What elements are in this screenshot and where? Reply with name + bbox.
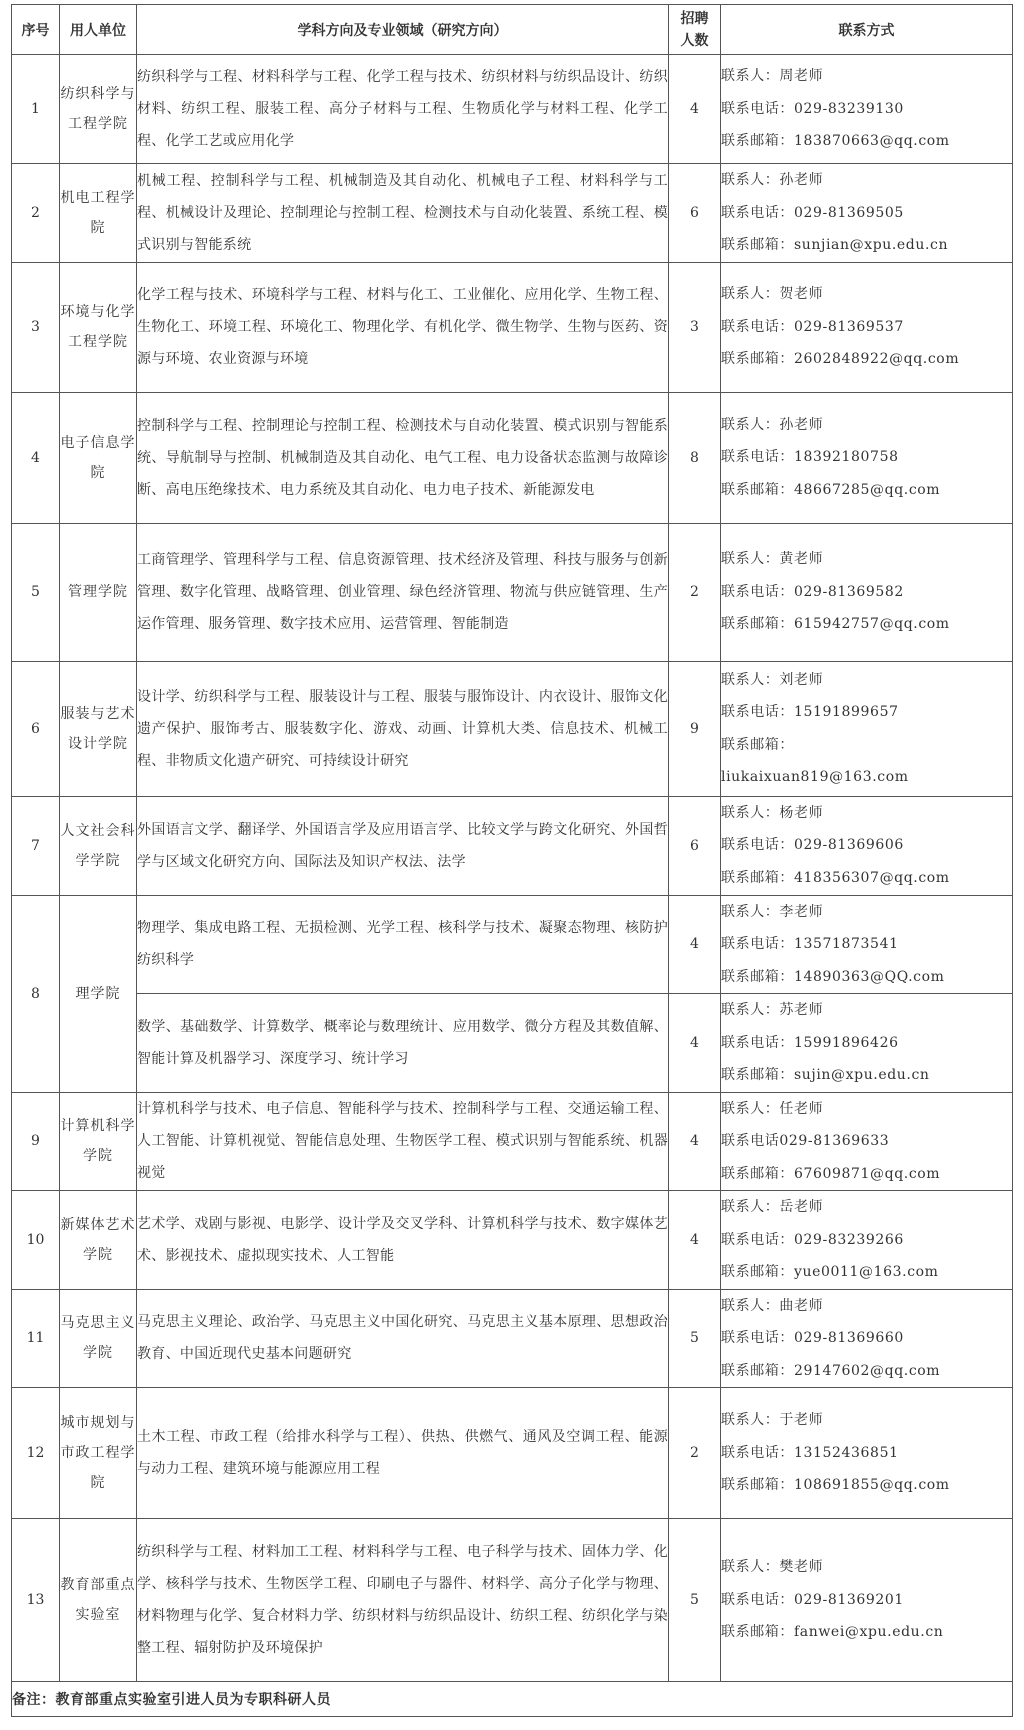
contact-phone: 联系电话：029-81369505 [721, 204, 904, 221]
seq-cell: 6 [12, 661, 60, 796]
field-cell: 设计学、纺织科学与工程、服装设计与工程、服装与服饰设计、内衣设计、服饰文化遗产保护、服饰考古、服装数字化、游戏、动画、计算机大类、信息技术、机械工程、非物质文化遗产研究、可持续设计研究 [137, 661, 669, 796]
contact-email: 联系邮箱：fanwei@xpu.edu.cn [721, 1624, 944, 1641]
table-row [12, 55, 1013, 164]
contact-phone: 联系电话：029-81369606 [721, 837, 904, 854]
seq-cell: 10 [12, 1191, 60, 1290]
count-cell: 2 [669, 1388, 721, 1519]
field-cell: 马克思主义理论、政治学、马克思主义中国化研究、马克思主义基本原理、思想政治教育、中国近现代史基本问题研究 [137, 1289, 669, 1388]
seq-cell: 11 [12, 1289, 60, 1388]
count-cell: 5 [669, 1519, 721, 1682]
table-row [12, 1519, 1013, 1682]
table-row [12, 1092, 1013, 1191]
contact-cell [721, 1191, 1013, 1290]
contact-person: 联系人：刘老师 [721, 671, 824, 688]
table-row [12, 164, 1013, 263]
seq-cell: 5 [12, 523, 60, 661]
contact-person: 联系人：杨老师 [721, 804, 824, 821]
count-cell: 4 [669, 994, 721, 1093]
count-cell: 3 [669, 262, 721, 392]
header-field: 学科方向及专业领域（研究方向） [137, 5, 669, 55]
unit-cell: 马克思主义学院 [60, 1289, 137, 1388]
count-cell: 8 [669, 392, 721, 523]
contact-phone: 联系电话：029-83239130 [721, 100, 904, 117]
table-row [12, 392, 1013, 523]
contact-phone: 联系电话：18392180758 [721, 449, 899, 466]
count-cell: 6 [669, 796, 721, 895]
unit-cell: 计算机科学学院 [60, 1092, 137, 1191]
contact-person: 联系人：孙老师 [721, 172, 824, 188]
header-unit: 用人单位 [60, 5, 137, 55]
seq-cell: 1 [12, 55, 60, 164]
table-row [12, 661, 1013, 796]
contact-email: 联系邮箱：29147602@qq.com [721, 1362, 941, 1379]
header-contact: 联系方式 [721, 5, 1013, 55]
contact-email: 联系邮箱：48667285@qq.com [721, 481, 941, 498]
seq-cell: 8 [12, 895, 60, 1092]
contact-cell [721, 1519, 1013, 1682]
header-row [12, 5, 1013, 55]
table-row [12, 796, 1013, 895]
contact-person: 联系人：贺老师 [721, 286, 824, 303]
unit-cell: 理学院 [60, 895, 137, 1092]
seq-cell: 3 [12, 262, 60, 392]
table-row [12, 1388, 1013, 1519]
contact-cell [721, 262, 1013, 392]
unit-cell: 服装与艺术设计学院 [60, 661, 137, 796]
contact-phone: 联系电话：13571873541 [721, 936, 899, 952]
unit-cell: 城市规划与市政工程学院 [60, 1388, 137, 1519]
field-cell: 计算机科学与技术、电子信息、智能科学与技术、控制科学与工程、交通运输工程、人工智能、计算机视觉、智能信息处理、生物医学工程、模式识别与智能系统、机器视觉 [137, 1092, 669, 1191]
contact-person: 联系人：苏老师 [721, 1002, 824, 1018]
seq-cell: 7 [12, 796, 60, 895]
count-cell: 4 [669, 1191, 721, 1290]
note-text: 备注：教育部重点实验室引进人员为专职科研人员 [12, 1682, 1013, 1717]
count-cell: 9 [669, 661, 721, 796]
field-cell: 纺织科学与工程、材料科学与工程、化学工程与技术、纺织材料与纺织品设计、纺织材料、纺织工程、服装工程、高分子材料与工程、生物质化学与材料工程、化学工程、化学工艺或应用化学 [137, 55, 669, 164]
count-cell: 5 [669, 1289, 721, 1388]
contact-person: 联系人：于老师 [721, 1412, 824, 1429]
seq-cell: 2 [12, 164, 60, 263]
contact-phone: 联系电话：029-81369660 [721, 1330, 904, 1346]
contact-cell [721, 1092, 1013, 1191]
unit-cell: 新媒体艺术学院 [60, 1191, 137, 1290]
field-cell: 物理学、集成电路工程、无损检测、光学工程、核科学与技术、凝聚态物理、核防护纺织科学 [137, 895, 669, 994]
contact-cell [721, 523, 1013, 661]
count-cell: 4 [669, 895, 721, 994]
contact-cell [721, 1388, 1013, 1519]
seq-cell: 12 [12, 1388, 60, 1519]
note-row [12, 1682, 1013, 1717]
field-cell: 机械工程、控制科学与工程、机械制造及其自动化、机械电子工程、材料科学与工程、机械设计及理论、控制理论与控制工程、检测技术与自动化装置、系统工程、模式识别与智能系统 [137, 164, 669, 263]
unit-cell: 管理学院 [60, 523, 137, 661]
field-cell: 艺术学、戏剧与影视、电影学、设计学及交叉学科、计算机科学与技术、数字媒体艺术、影视技术、虚拟现实技术、人工智能 [137, 1191, 669, 1290]
contact-cell [721, 392, 1013, 523]
contact-phone: 联系电话：15191899657 [721, 704, 899, 720]
contact-person: 联系人：任老师 [721, 1100, 824, 1117]
count-cell: 2 [669, 523, 721, 661]
contact-cell [721, 661, 1013, 796]
contact-cell [721, 796, 1013, 895]
contact-email: 联系邮箱：sunjian@xpu.edu.cn [721, 237, 949, 253]
contact-person: 联系人：孙老师 [721, 416, 824, 433]
contact-person: 联系人：黄老师 [721, 551, 824, 568]
contact-person: 联系人：岳老师 [721, 1199, 824, 1215]
contact-phone: 联系电话：029-83239266 [721, 1231, 904, 1248]
contact-email-value: liukaixuan819@163.com [721, 769, 909, 785]
contact-email: 联系邮箱：418356307@qq.com [721, 869, 950, 886]
contact-phone: 联系电话：029-81369201 [721, 1591, 904, 1608]
field-cell: 纺织科学与工程、材料加工工程、材料科学与工程、电子科学与技术、固体力学、化学、核科学与技术、生物医学工程、印刷电子与器件、材料学、高分子化学与物理、材料物理与化学、复合材料力学、纺织材料与纺织品设计、纺织工程、纺织化学与染整工程、辐射防护及环境保护 [137, 1519, 669, 1682]
contact-cell [721, 994, 1013, 1093]
header-seq: 序号 [12, 5, 60, 55]
unit-cell: 电子信息学院 [60, 392, 137, 523]
contact-phone: 联系电话：15991896426 [721, 1034, 899, 1051]
table-row [12, 994, 1013, 1093]
contact-person: 联系人：樊老师 [721, 1559, 824, 1576]
contact-email: 联系邮箱：183870663@qq.com [721, 133, 950, 150]
recruitment-table [11, 4, 1013, 1717]
contact-phone: 联系电话029-81369633 [721, 1133, 890, 1149]
contact-person: 联系人：周老师 [721, 68, 824, 85]
unit-cell: 环境与化学工程学院 [60, 262, 137, 392]
contact-cell [721, 164, 1013, 263]
seq-cell: 13 [12, 1519, 60, 1682]
table-row [12, 262, 1013, 392]
contact-person: 联系人：李老师 [721, 903, 824, 920]
contact-email: 联系邮箱：14890363@QQ.com [721, 968, 945, 985]
count-cell: 4 [669, 55, 721, 164]
contact-email: 联系邮箱：615942757@qq.com [721, 616, 950, 633]
unit-cell: 纺织科学与工程学院 [60, 55, 137, 164]
field-cell: 化学工程与技术、环境科学与工程、材料与化工、工业催化、应用化学、生物工程、生物化工、环境工程、环境化工、物理化学、有机化学、微生物学、生物与医药、资源与环境、农业资源与环境 [137, 262, 669, 392]
contact-email: 联系邮箱：yue0011@163.com [721, 1264, 939, 1280]
count-cell: 4 [669, 1092, 721, 1191]
table-row [12, 1191, 1013, 1290]
field-cell: 控制科学与工程、控制理论与控制工程、检测技术与自动化装置、模式识别与智能系统、导航制导与控制、机械制造及其自动化、电气工程、电力设备状态监测与故障诊断、高电压绝缘技术、电力系统及其自动化、电力电子技术、新能源发电 [137, 392, 669, 523]
contact-cell [721, 1289, 1013, 1388]
unit-cell: 人文社会科学学院 [60, 796, 137, 895]
contact-phone: 联系电话：029-81369582 [721, 583, 904, 600]
table-row [12, 1289, 1013, 1388]
field-cell: 数学、基础数学、计算数学、概率论与数理统计、应用数学、微分方程及其数值解、智能计算及机器学习、深度学习、统计学习 [137, 994, 669, 1093]
table-row [12, 523, 1013, 661]
unit-cell: 机电工程学院 [60, 164, 137, 263]
contact-person: 联系人：曲老师 [721, 1297, 824, 1314]
unit-cell: 教育部重点实验室 [60, 1519, 137, 1682]
contact-cell [721, 895, 1013, 994]
contact-email: 联系邮箱：2602848922@qq.com [721, 351, 960, 368]
field-cell: 外国语言文学、翻译学、外国语言学及应用语言学、比较文学与跨文化研究、外国哲学与区域文化研究方向、国际法及知识产权法、法学 [137, 796, 669, 895]
field-cell: 工商管理学、管理科学与工程、信息资源管理、技术经济及管理、科技与服务与创新管理、数字化管理、战略管理、创业管理、绿色经济管理、物流与供应链管理、生产运作管理、服务管理、数字技术应用、运营管理、智能制造 [137, 523, 669, 661]
contact-email: 联系邮箱：sujin@xpu.edu.cn [721, 1067, 930, 1083]
contact-phone: 联系电话：029-81369537 [721, 318, 904, 335]
header-count: 招聘人数 [669, 5, 721, 55]
field-cell: 土木工程、市政工程（给排水科学与工程）、供热、供燃气、通风及空调工程、能源与动力工程、建筑环境与能源应用工程 [137, 1388, 669, 1519]
count-cell: 6 [669, 164, 721, 263]
contact-email: 联系邮箱： [721, 736, 794, 753]
contact-cell [721, 55, 1013, 164]
table-row [12, 895, 1013, 994]
seq-cell: 4 [12, 392, 60, 523]
seq-cell: 9 [12, 1092, 60, 1191]
contact-email: 联系邮箱：108691855@qq.com [721, 1477, 950, 1494]
contact-phone: 联系电话：13152436851 [721, 1444, 899, 1461]
contact-email: 联系邮箱：67609871@qq.com [721, 1165, 941, 1182]
